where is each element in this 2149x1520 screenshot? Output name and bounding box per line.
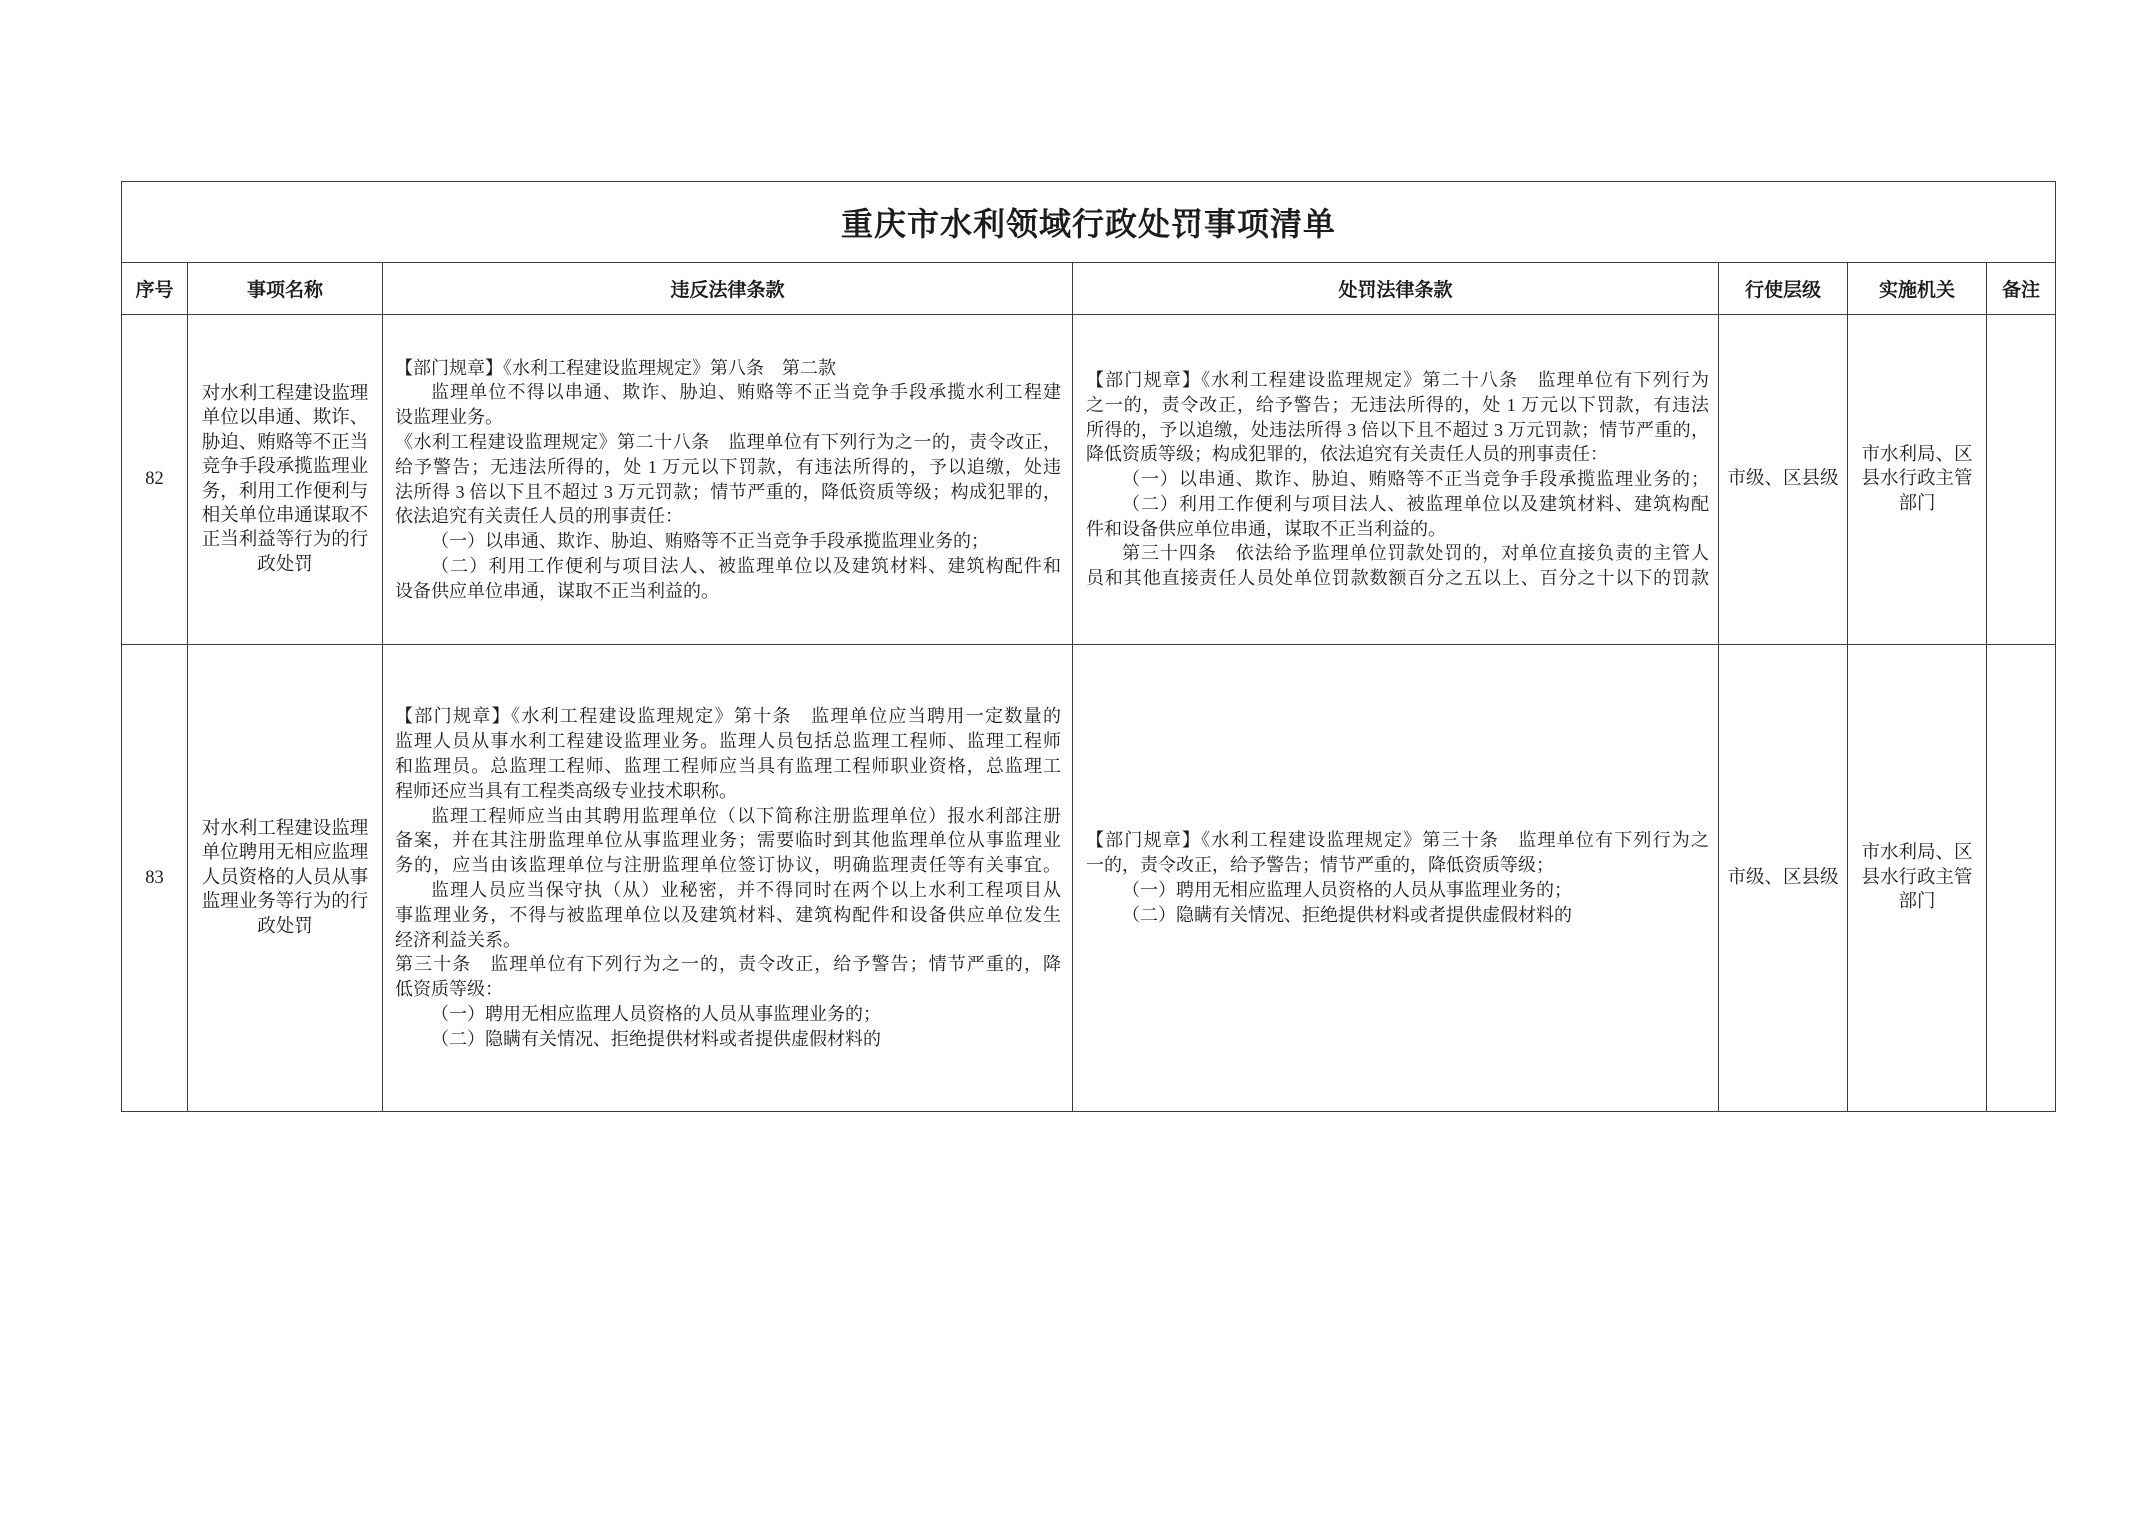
violated-provision-line: 事监理业务，不得与被监理单位以及建筑材料、建筑构配件和设备供应单位发生 <box>395 904 1061 925</box>
header-implementing-agency-label: 实施机关 <box>1878 279 1955 301</box>
violated-provision-line: 设备供应单位串通，谋取不正当利益的。 <box>395 580 719 601</box>
penalty-provision-line: 件和设备供应单位串通，谋取不正当利益的。 <box>1086 518 1446 539</box>
item-name-line: 政处罚 <box>257 916 313 937</box>
header-exercise-level-label: 行使层级 <box>1744 279 1821 301</box>
row-83-exercise-level <box>1719 645 1848 1112</box>
violated-provision-line: 和监理员。总监理工程师、监理工程师应当具有监理工程师职业资格，总监理工 <box>395 756 1061 777</box>
violated-provision-line: 【部门规章】《水利工程建设监理规定》第八条 第二款 <box>395 357 836 378</box>
row-83-penalty-provisions <box>1073 645 1719 1112</box>
penalty-provision-line: （一）以串通、欺诈、胁迫、贿赂等不正当竞争手段承揽监理业务的； <box>1122 469 1709 490</box>
exercise-level-text: 市级、区县级 <box>1727 469 1839 490</box>
row-83-remarks <box>1987 645 2056 1112</box>
violated-provision-line: 给予警告；无违法所得的，处 1 万元以下罚款，有违法所得的，予以追缴，处违 <box>395 456 1061 477</box>
violated-provision-line: 监理人员从事水利工程建设监理业务。监理人员包括总监理工程师、监理工程师 <box>395 731 1061 752</box>
row-82-violated-provisions <box>383 315 1073 645</box>
violated-provision-line: 监理单位不得以串通、欺诈、胁迫、贿赂等不正当竞争手段承揽水利工程建 <box>431 382 1061 403</box>
penalty-provision-line: 员和其他直接责任人员处单位罚款数额百分之五以上、百分之十以下的罚款 <box>1086 568 1709 589</box>
penalty-provision-line: 一的，责令改正，给予警告；情节严重的，降低资质等级； <box>1086 855 1554 876</box>
table-title-cell <box>122 182 2056 263</box>
violated-provision-line: 第三十条 监理单位有下列行为之一的，责令改正，给予警告；情节严重的，降 <box>395 954 1061 975</box>
agency-line: 部门 <box>1898 493 1936 514</box>
seq-number: 82 <box>145 469 164 490</box>
item-name-line: 对水利工程建设监理 <box>201 383 369 404</box>
item-name-line: 对水利工程建设监理 <box>201 818 369 839</box>
penalty-provision-line: （一）聘用无相应监理人员资格的人员从事监理业务的； <box>1122 880 1572 900</box>
header-penalty-provisions <box>1073 263 1719 315</box>
violated-provision-line: 监理人员应当保守执（从）业秘密，并不得同时在两个以上水利工程项目从 <box>431 880 1061 900</box>
penalty-provision-line: 【部门规章】《水利工程建设监理规定》第三十条 监理单位有下列行为之 <box>1086 830 1709 851</box>
header-penalty-provisions-label: 处罚法律条款 <box>1338 279 1453 301</box>
penalty-provision-line: 之一的，责令改正，给予警告；无违法所得的，处 1 万元以下罚款，有违法 <box>1086 394 1709 415</box>
header-item-name-label: 事项名称 <box>246 279 323 301</box>
penalty-provision-line: 所得的，予以追缴，处违法所得 3 倍以下且不超过 3 万元罚款；情节严重的， <box>1086 419 1709 440</box>
agency-line: 部门 <box>1898 892 1936 913</box>
header-seq <box>122 263 188 315</box>
row-82-penalty-provisions <box>1073 315 1719 645</box>
header-remarks <box>1987 263 2056 315</box>
row-83-item-name <box>188 645 383 1112</box>
item-name-line: 正当利益等行为的行 <box>201 530 369 551</box>
row-82-seq <box>122 315 188 645</box>
violated-provision-line: 备案，并在其注册监理单位从事监理业务；需要临时到其他监理单位从事监理业 <box>395 830 1061 851</box>
violated-provision-line: 《水利工程建设监理规定》第二十八条 监理单位有下列行为之一的，责令改正， <box>395 431 1061 452</box>
agency-line: 县水行政主管 <box>1861 469 1973 490</box>
violated-provision-line: （一）聘用无相应监理人员资格的人员从事监理业务的； <box>431 1003 881 1024</box>
item-name-line: 务，利用工作便利与 <box>201 481 369 502</box>
penalty-list-table <box>121 181 2056 1112</box>
penalty-provision-line: 第三十四条 依法给予监理单位罚款处罚的，对单位直接负责的主管人 <box>1122 543 1709 564</box>
agency-line: 市水利局、区 <box>1861 843 1973 864</box>
table-title: 重庆市水利领域行政处罚事项清单 <box>840 205 1336 243</box>
exercise-level-text: 市级、区县级 <box>1727 867 1839 888</box>
item-name-line: 监理业务等行为的行 <box>201 892 369 913</box>
row-83-violated-provisions <box>383 645 1073 1112</box>
violated-provision-line: 务的，应当由该监理单位与注册监理单位签订协议，明确监理责任等有关事宜。 <box>395 855 1061 876</box>
seq-number: 83 <box>145 867 164 888</box>
header-exercise-level <box>1719 263 1848 315</box>
violated-provision-line: （一）以串通、欺诈、胁迫、贿赂等不正当竞争手段承揽监理业务的； <box>431 531 989 552</box>
agency-line: 县水行政主管 <box>1861 867 1973 888</box>
item-name-line: 胁迫、贿赂等不正当 <box>201 432 369 453</box>
agency-line: 市水利局、区 <box>1861 444 1973 465</box>
violated-provision-line: 经济利益关系。 <box>395 929 521 950</box>
row-82-remarks <box>1987 315 2056 645</box>
violated-provision-line: 程师还应当具有工程类高级专业技术职称。 <box>395 780 737 801</box>
violated-provision-line: 【部门规章】《水利工程建设监理规定》第十条 监理单位应当聘用一定数量的 <box>395 706 1061 727</box>
row-83-implementing-agency <box>1848 645 1987 1112</box>
violated-provision-line: 低资质等级： <box>395 979 503 1000</box>
penalty-provision-line: 降低资质等级；构成犯罪的，依法追究有关责任人员的刑事责任： <box>1086 444 1608 465</box>
item-name-line: 政处罚 <box>257 554 313 575</box>
violated-provision-line: （二）隐瞒有关情况、拒绝提供材料或者提供虚假材料的 <box>431 1028 881 1049</box>
violated-provision-line: 法所得 3 倍以下且不超过 3 万元罚款；情节严重的，降低资质等级；构成犯罪的， <box>395 481 1061 502</box>
violated-provision-line: 监理工程师应当由其聘用监理单位（以下简称注册监理单位）报水利部注册 <box>431 805 1061 826</box>
header-seq-label: 序号 <box>135 279 174 301</box>
header-implementing-agency <box>1848 263 1987 315</box>
row-82-exercise-level <box>1719 315 1848 645</box>
header-remarks-label: 备注 <box>2001 279 2040 301</box>
penalty-provision-line: （二）利用工作便利与项目法人、被监理单位以及建筑材料、建筑构配 <box>1122 493 1709 514</box>
row-83-seq <box>122 645 188 1112</box>
item-name-line: 单位以串通、欺诈、 <box>201 408 369 429</box>
item-name-line: 相关单位串通谋取不 <box>201 505 369 526</box>
violated-provision-line: 依法追究有关责任人员的刑事责任： <box>395 506 683 527</box>
violated-provision-line: （二）利用工作便利与项目法人、被监理单位以及建筑材料、建筑构配件和 <box>431 555 1061 576</box>
item-name-line: 单位聘用无相应监理 <box>201 843 369 864</box>
item-name-line: 竞争手段承揽监理业 <box>201 457 369 478</box>
item-name-line: 人员资格的人员从事 <box>201 867 369 888</box>
header-item-name <box>188 263 383 315</box>
penalty-provision-line: 【部门规章】《水利工程建设监理规定》第二十八条 监理单位有下列行为 <box>1086 369 1709 390</box>
header-violated-provisions <box>383 263 1073 315</box>
row-82-implementing-agency <box>1848 315 1987 645</box>
header-violated-provisions-label: 违反法律条款 <box>670 279 785 301</box>
penalty-provision-line: （二）隐瞒有关情况、拒绝提供材料或者提供虚假材料的 <box>1122 904 1572 925</box>
row-82-item-name <box>188 315 383 645</box>
violated-provision-line: 设监理业务。 <box>395 407 503 428</box>
